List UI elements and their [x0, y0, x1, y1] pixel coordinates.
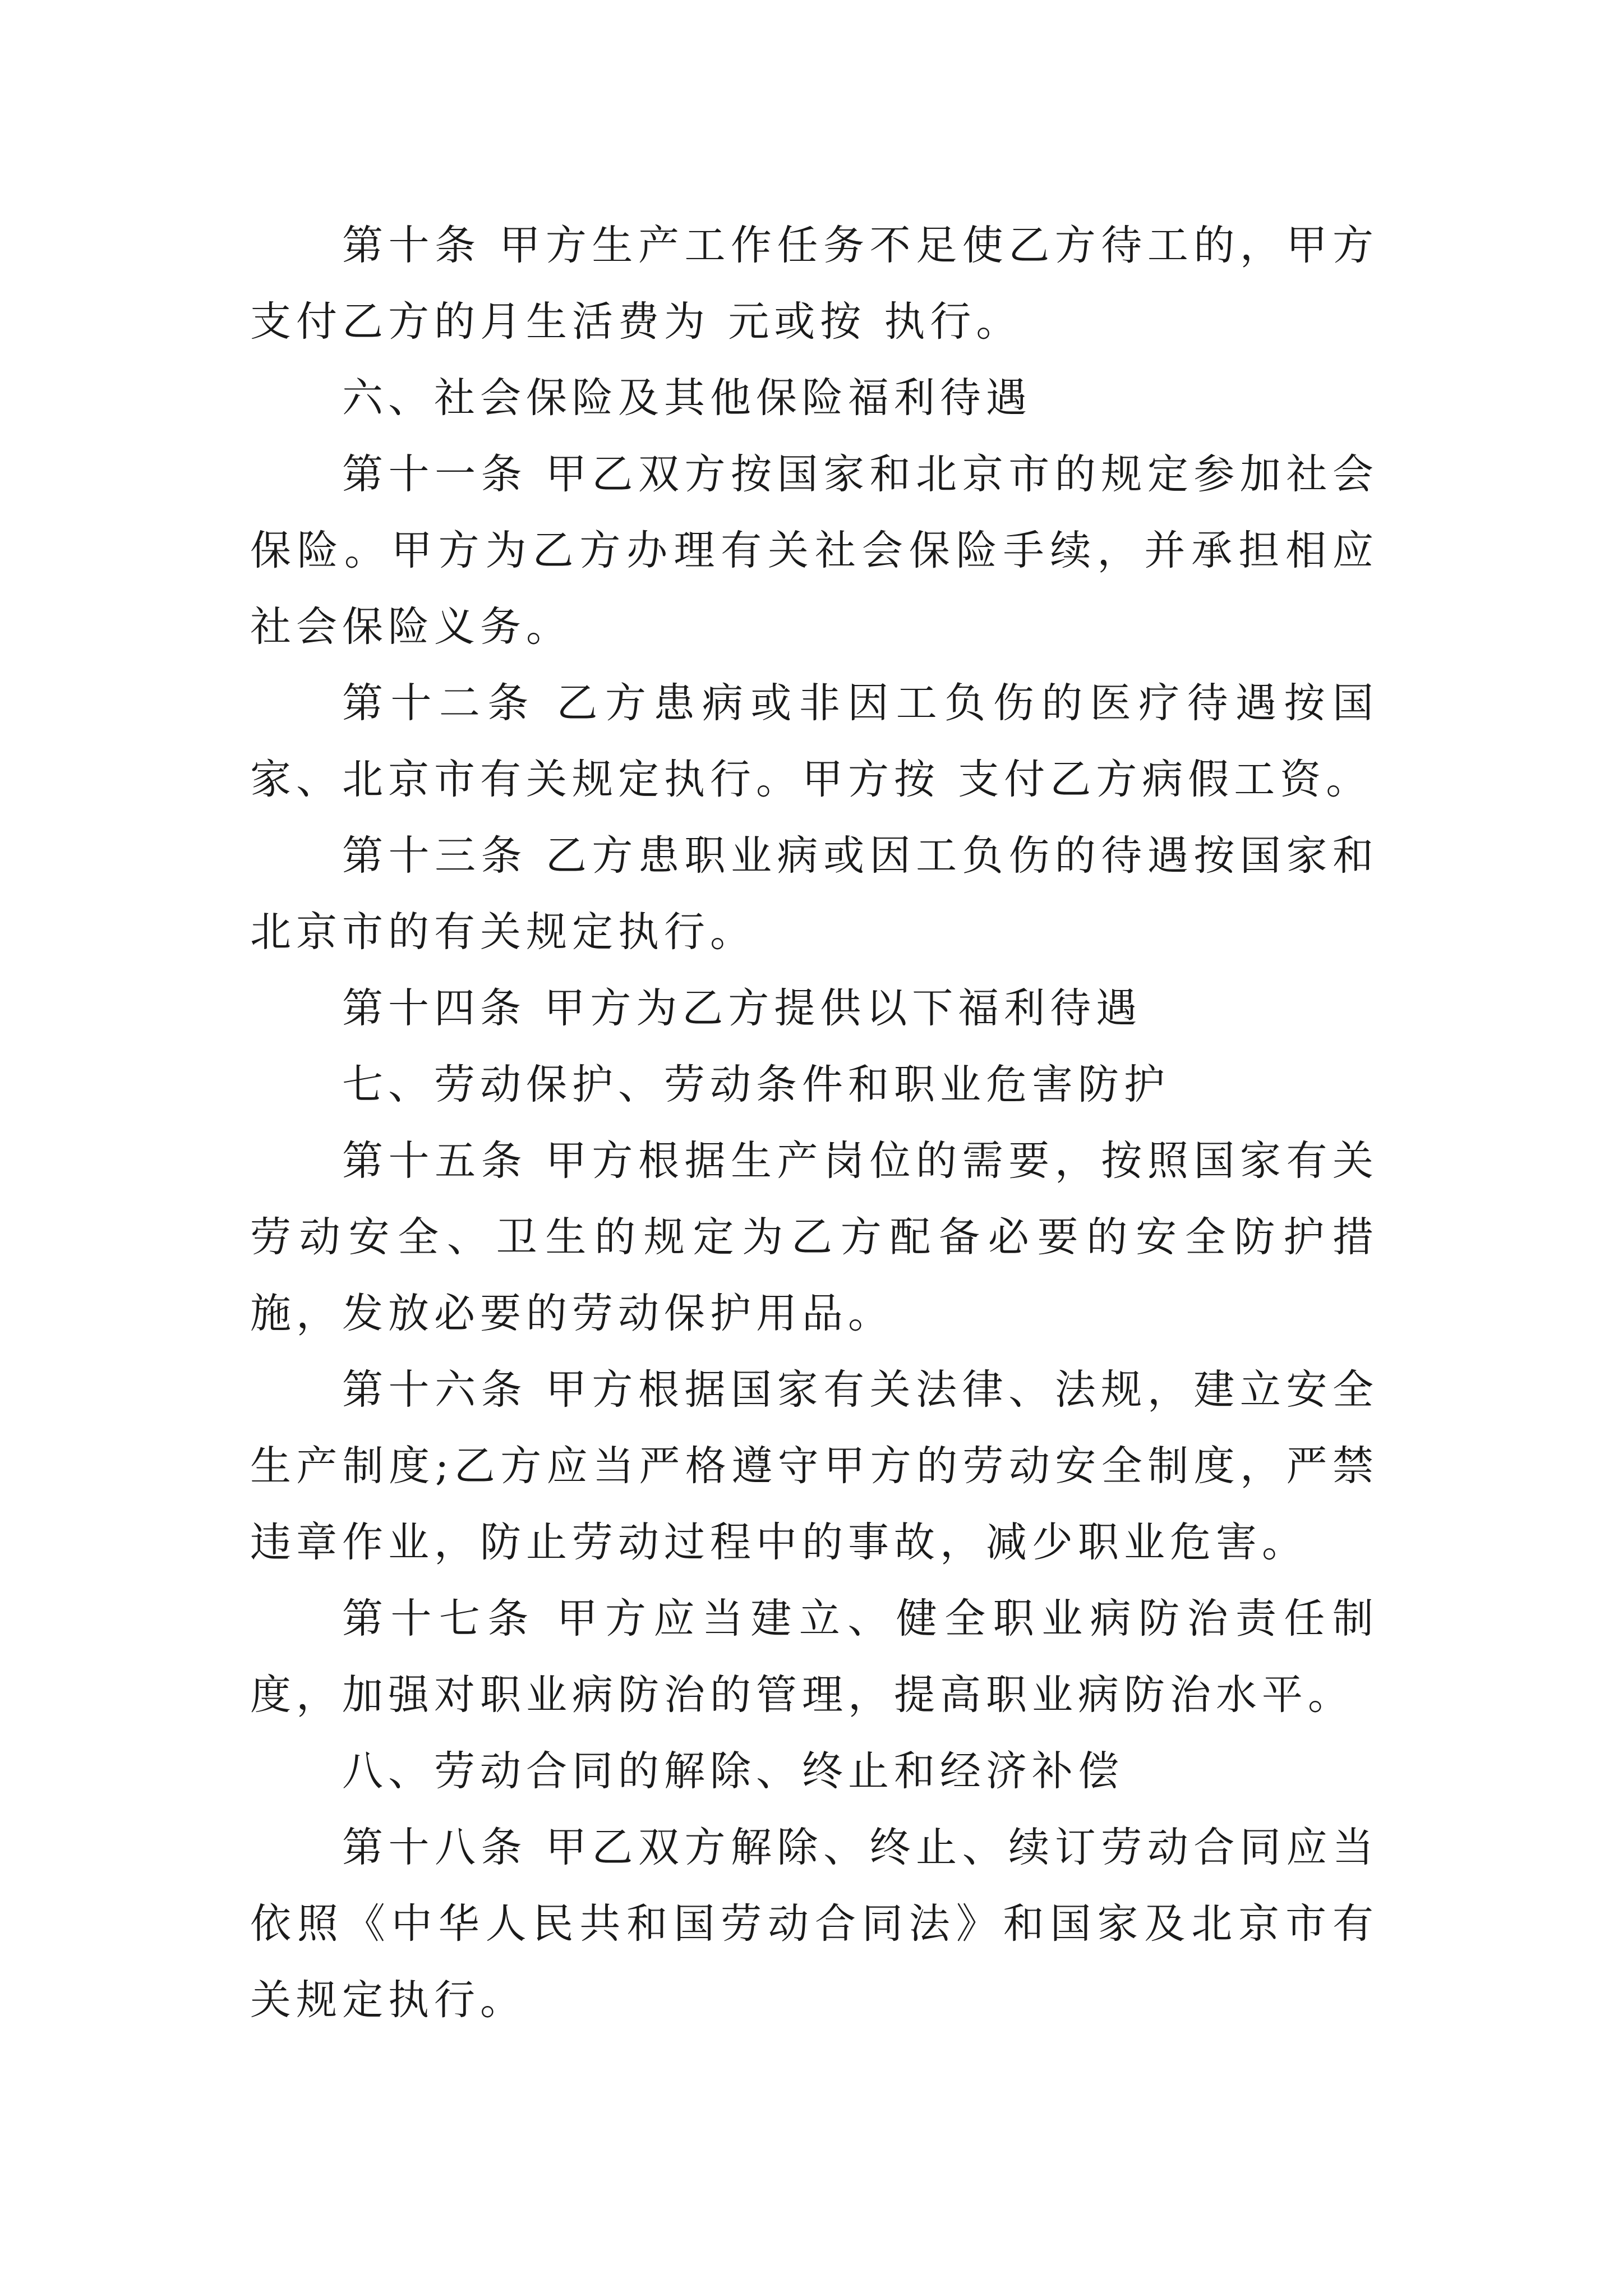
section-heading-7: 七、劳动保护、劳动条件和职业危害防护 — [342, 1061, 1170, 1108]
article-12: 第十二条 乙方患病或非因工负伤的医疗待遇按国家、北京市有关规定执行。甲方按 支付乙方病假工资。 — [250, 679, 1378, 803]
article-17: 第十七条 甲方应当建立、健全职业病防治责任制度，加强对职业病防治的管理，提高职业病防治水平。 — [250, 1595, 1378, 1719]
article-15: 第十五条 甲方根据生产岗位的需要，按照国家有关劳动安全、卫生的规定为乙方配备必要的安全防护措施，发放必要的劳动保护用品。 — [250, 1137, 1378, 1337]
article-13: 第十三条 乙方患职业病或因工负伤的待遇按国家和北京市的有关规定执行。 — [250, 832, 1378, 956]
article-18: 第十八条 甲乙双方解除、终止、续订劳动合同应当依照《中华人民共和国劳动合同法》和国家及北京市有关规定执行。 — [250, 1824, 1378, 2024]
section-heading-8: 八、劳动合同的解除、终止和经济补偿 — [342, 1747, 1124, 1795]
article-16: 第十六条 甲方根据国家有关法律、法规，建立安全生产制度;乙方应当严格遵守甲方的劳动安全制度，严禁违章作业，防止劳动过程中的事故，减少职业危害。 — [250, 1366, 1378, 1566]
article-10: 第十条 甲方生产工作任务不足使乙方待工的，甲方支付乙方的月生活费为 元或按 执行。 — [250, 222, 1378, 346]
article-11: 第十一条 甲乙双方按国家和北京市的规定参加社会保险。甲方为乙方办理有关社会保险手续，并承担相应社会保险义务。 — [250, 450, 1378, 651]
document-body — [250, 208, 1378, 2039]
section-heading-6: 六、社会保险及其他保险福利待遇 — [342, 374, 1032, 422]
article-14: 第十四条 甲方为乙方提供以下福利待遇 — [342, 984, 1142, 1032]
